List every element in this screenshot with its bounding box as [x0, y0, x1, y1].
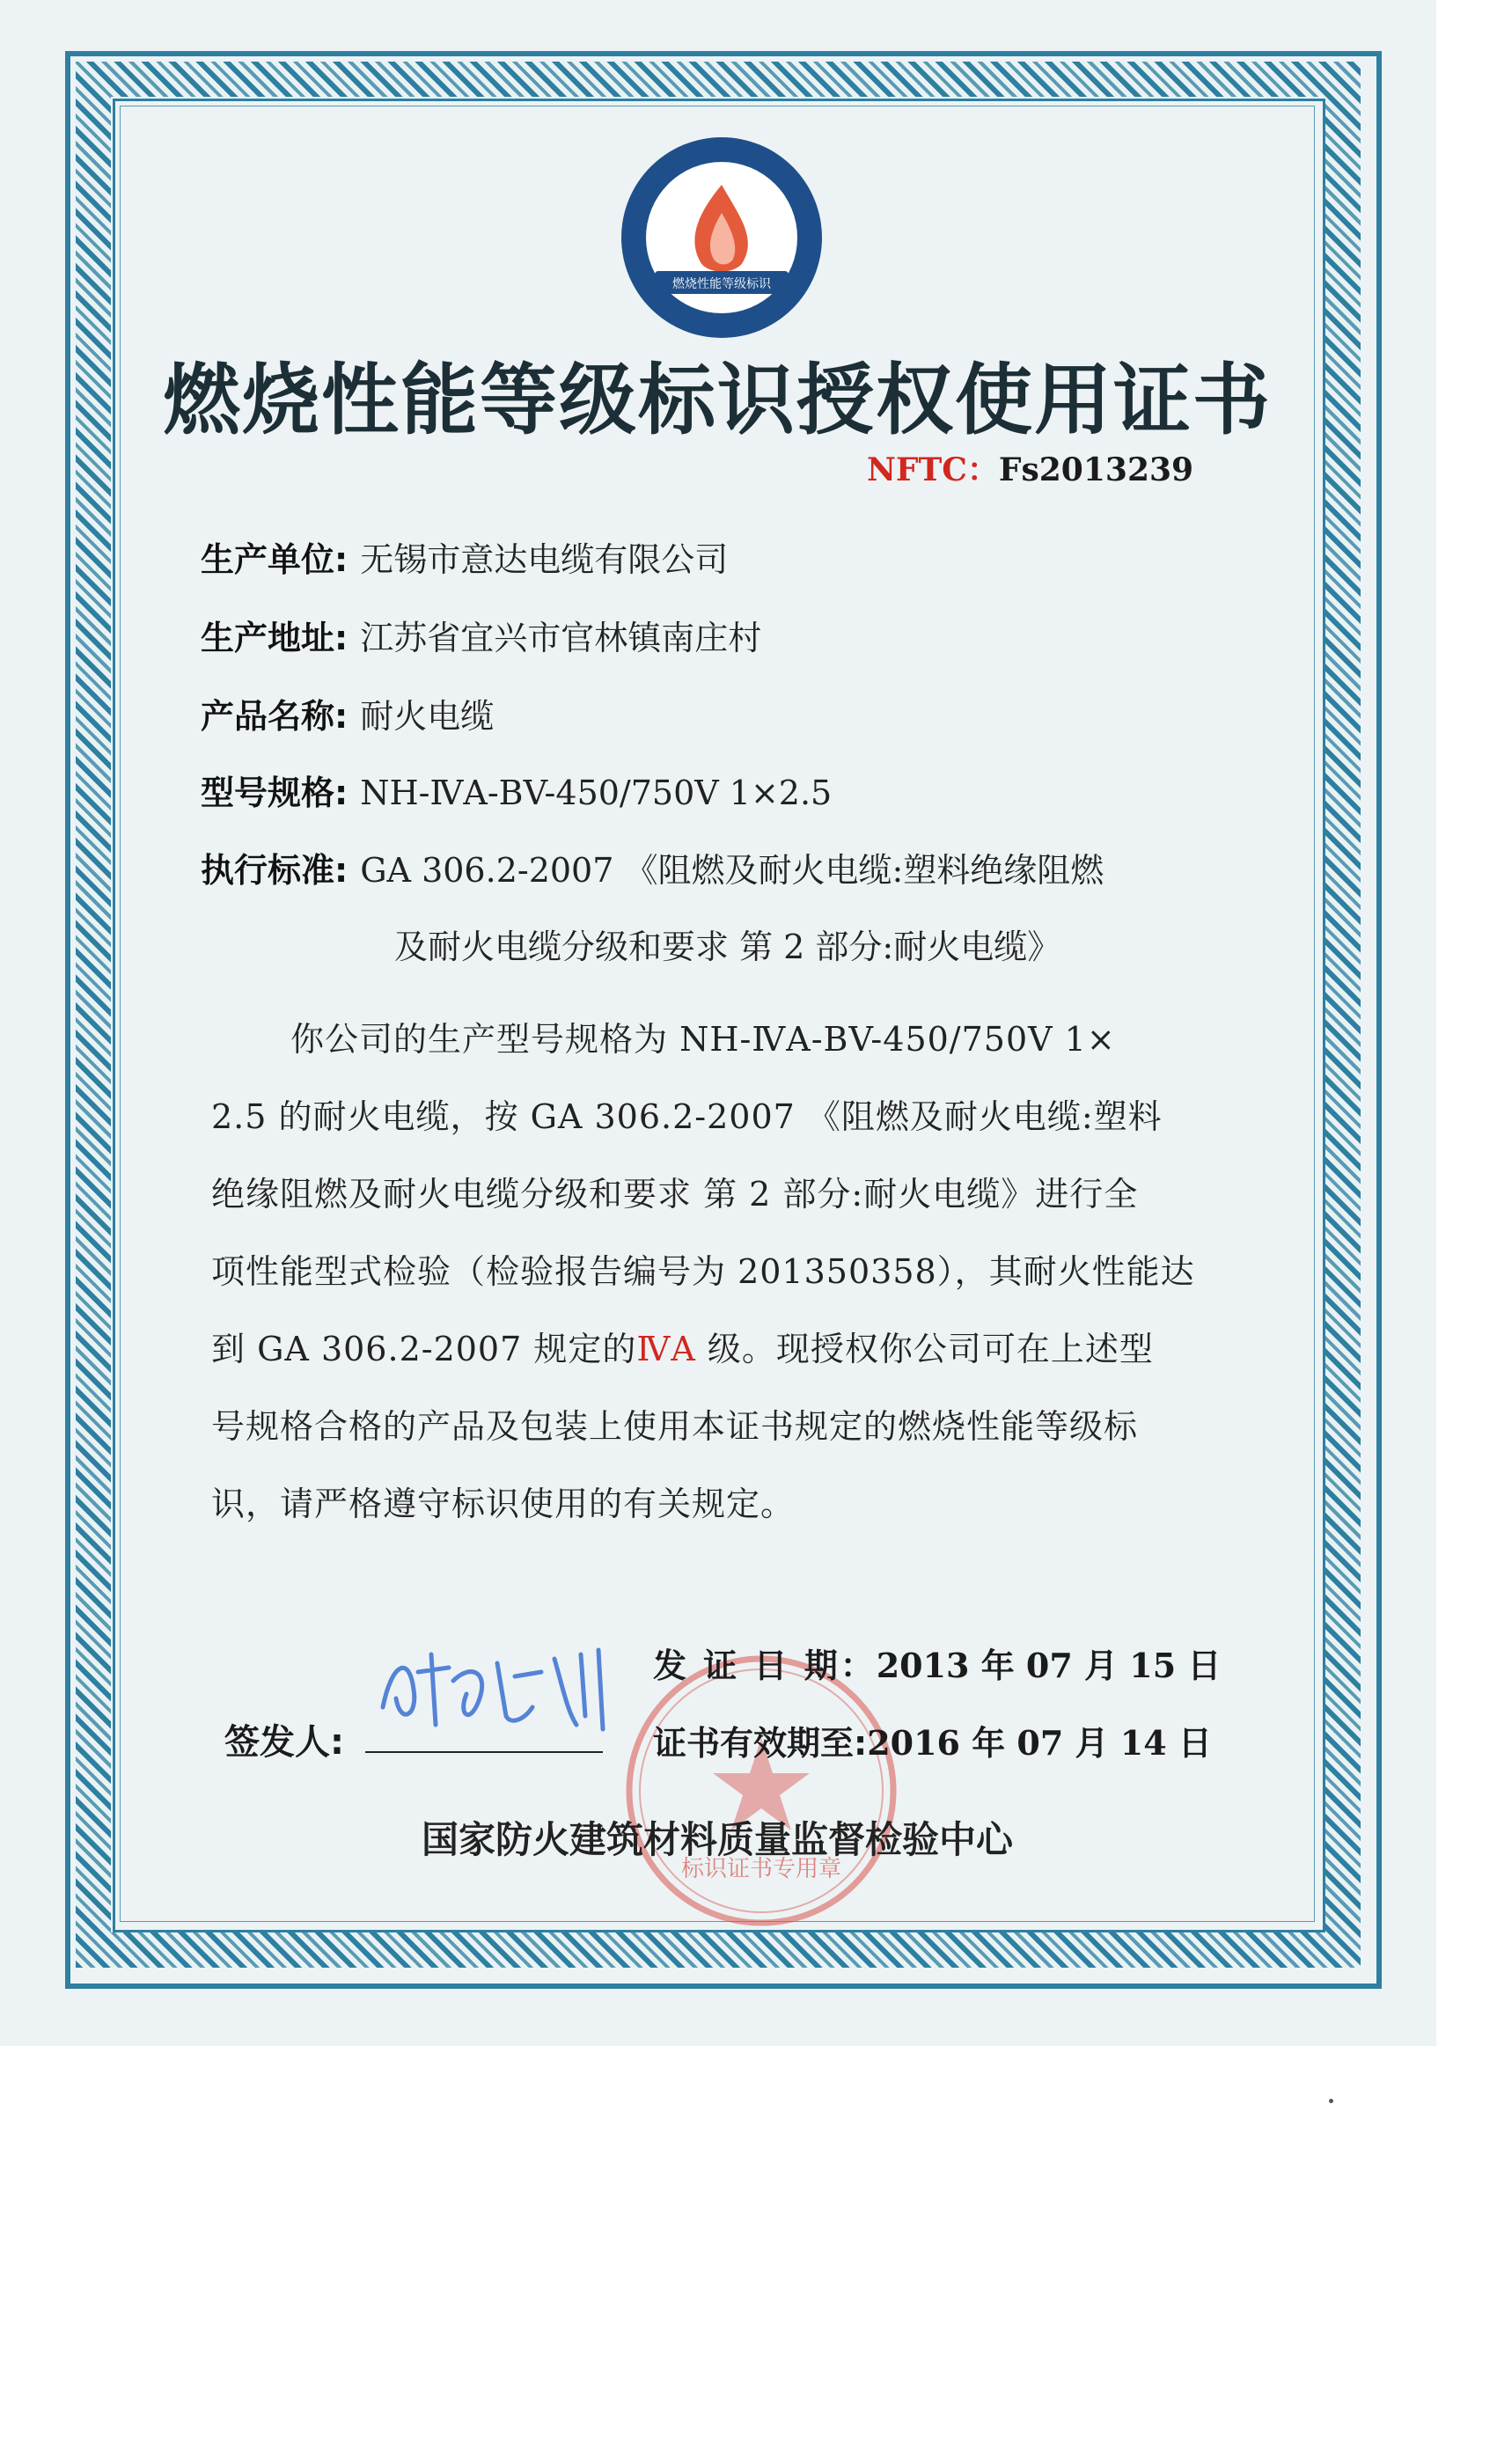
official-seal — [616, 1646, 906, 1936]
body-line-4: 项性能型式检验（检验报告编号为 201350358），其耐火性能达 — [211, 1252, 1195, 1291]
issue-date-value: 2013 年 07 月 15 日 — [876, 1646, 1222, 1685]
seal-bottom-text: 标识证书专用章 — [680, 1856, 842, 1882]
valid-until-label: 证书有效期至: — [653, 1724, 868, 1763]
signer-label: 签发人: — [224, 1722, 344, 1763]
signer-line — [365, 1751, 603, 1753]
field-address — [201, 611, 761, 659]
field-product-value: 耐火电缆 — [360, 697, 495, 736]
emblem-logo — [616, 132, 827, 343]
certificate-number — [867, 445, 1193, 490]
field-model — [201, 766, 832, 814]
issue-date — [653, 1639, 1221, 1687]
certificate-title: 燃烧性能等级标识授权使用证书 — [162, 355, 1272, 445]
body-line-5 — [211, 1322, 1154, 1370]
emblem-banner-text: 燃烧性能等级标识 — [672, 277, 771, 291]
certificate-number-value: Fs2013239 — [998, 451, 1194, 488]
handwritten-signature — [365, 1628, 647, 1742]
scan-speck — [1329, 2099, 1333, 2103]
body-line-2: 2.5 的耐火电缆，按 GA 306.2-2007 《阻燃及耐火电缆:塑料 — [211, 1097, 1163, 1136]
field-standard-value: GA 306.2-2007 《阻燃及耐火电缆:塑料绝缘阻燃 — [360, 851, 1104, 890]
grade-highlight: ⅣA — [636, 1330, 696, 1368]
field-standard-continuation: 及耐火电缆分级和要求 第 2 部分:耐火电缆》 — [394, 928, 1061, 966]
certificate-number-prefix: NFTC： — [867, 451, 999, 488]
field-standard-label: 执行标准: — [201, 851, 349, 890]
body-line-6: 号规格合格的产品及包装上使用本证书规定的燃烧性能等级标 — [211, 1407, 1139, 1446]
field-address-label: 生产地址: — [201, 619, 349, 657]
field-product — [201, 689, 494, 737]
field-standard — [201, 843, 1104, 891]
valid-until-value: 2016 年 07 月 14 日 — [867, 1723, 1212, 1763]
field-address-value: 江苏省宜兴市官林镇南庄村 — [360, 619, 762, 657]
field-model-label: 型号规格: — [201, 774, 349, 812]
body-line-1: 你公司的生产型号规格为 NH-ⅣA-BV-450/750V 1× — [290, 1020, 1116, 1059]
field-producer-label: 生产单位: — [201, 540, 349, 579]
body-line-3: 绝缘阻燃及耐火电缆分级和要求 第 2 部分:耐火电缆》进行全 — [211, 1175, 1139, 1214]
field-producer — [201, 532, 728, 581]
field-producer-value: 无锡市意达电缆有限公司 — [360, 540, 729, 579]
body-line-5-pre: 到 GA 306.2-2007 规定的 — [211, 1330, 637, 1368]
issuing-authority: 国家防火建筑材料质量监督检验中心 — [421, 1818, 1013, 1861]
field-product-label: 产品名称: — [201, 697, 349, 736]
field-model-value: NH-ⅣA-BV-450/750V 1×2.5 — [360, 774, 833, 812]
valid-until — [653, 1716, 1212, 1764]
body-line-7: 识，请严格遵守标识使用的有关规定。 — [211, 1485, 796, 1523]
body-line-5-post: 级。现授权你公司可在上述型 — [695, 1330, 1154, 1368]
issue-date-label: 发 证 日 期： — [653, 1646, 877, 1685]
